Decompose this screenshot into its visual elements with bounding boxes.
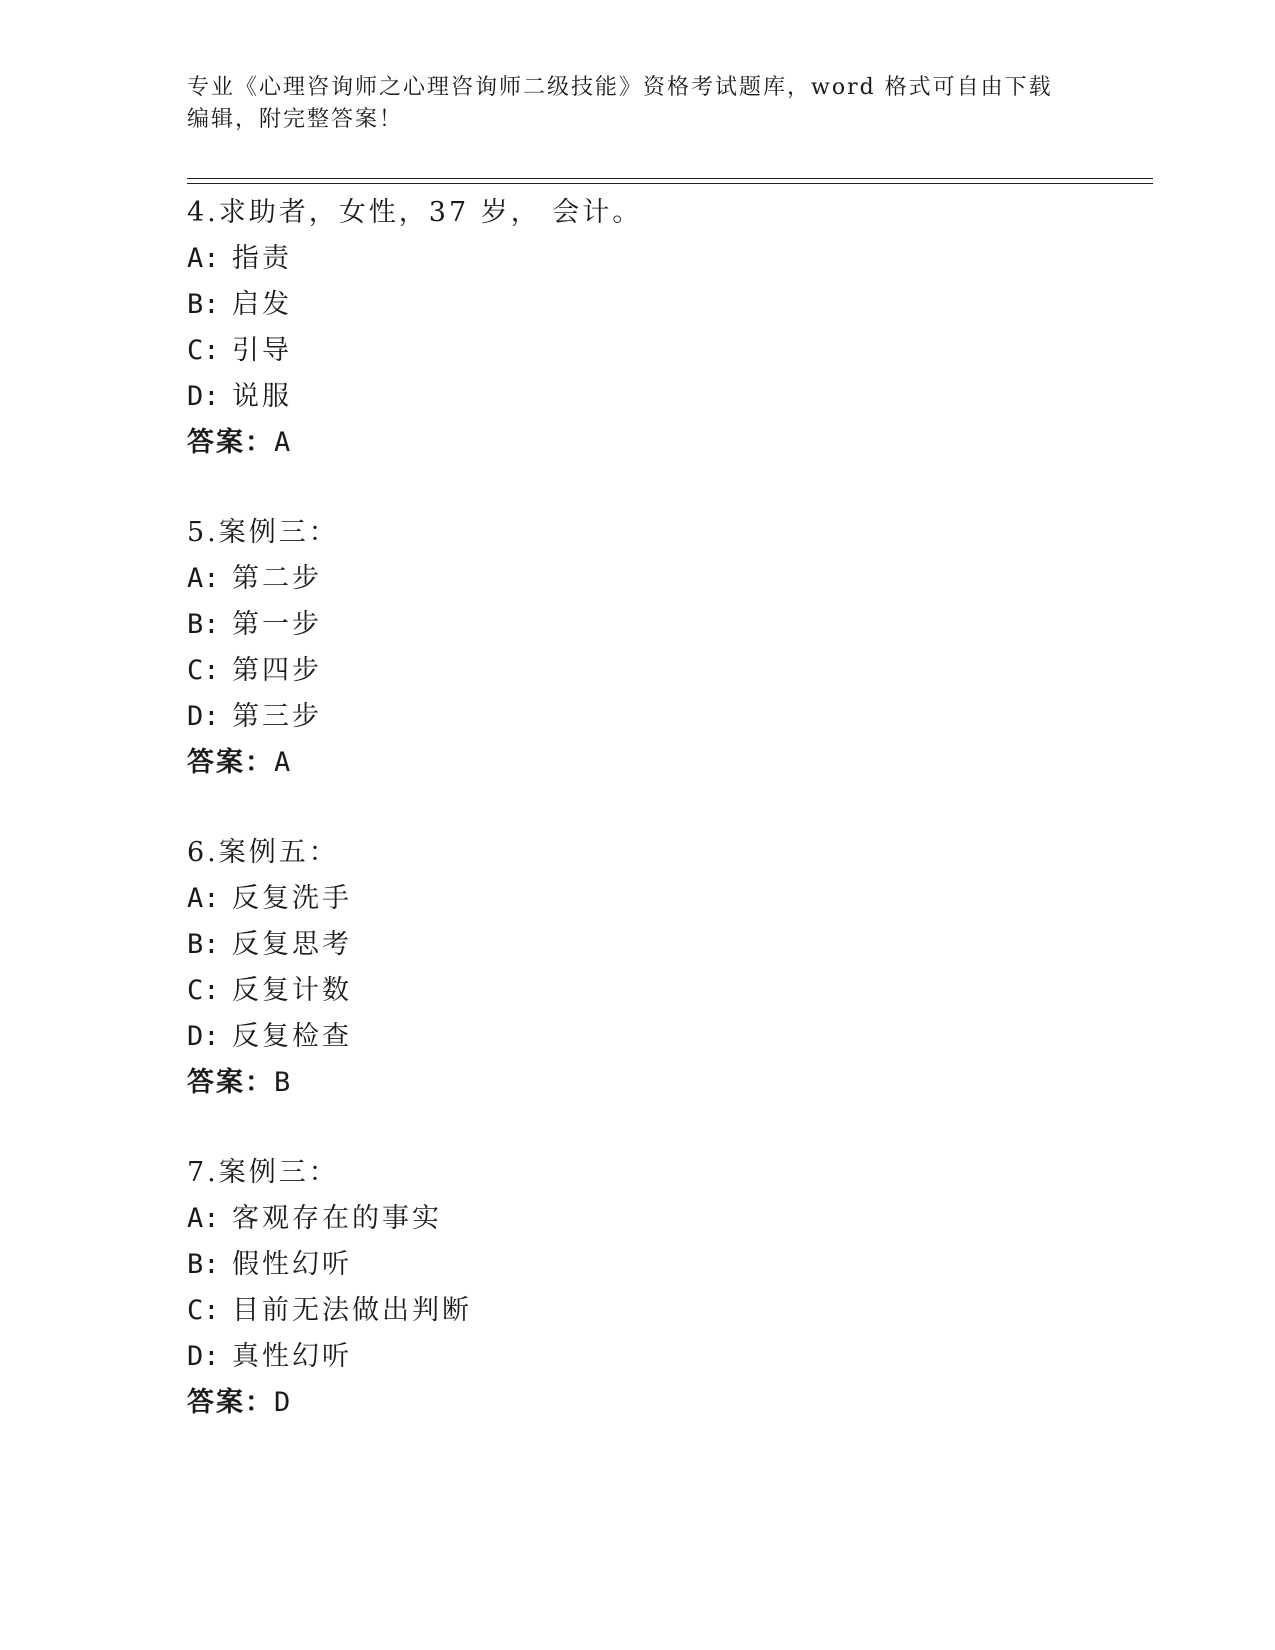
option-label: A: [187,563,220,594]
option-text: 反复洗手 [232,883,352,914]
option-text: 说服 [232,381,292,412]
option-text: 反复思考 [232,929,352,960]
option-label: B: [187,929,220,960]
option-a [187,1196,1147,1242]
answer-line [187,1060,1147,1106]
option-text: 第一步 [232,609,322,640]
answer-value: A [274,427,293,458]
question-stem: 7.案例三： [187,1157,339,1188]
option-label: A: [187,883,220,914]
option-c [187,328,1147,374]
option-a [187,876,1147,922]
option-text: 第二步 [232,563,322,594]
option-label: D: [187,1341,220,1372]
option-b [187,282,1147,328]
option-c [187,648,1147,694]
header-line-2: 编辑，附完整答案！ [187,107,404,132]
document-header [187,72,1087,136]
question-item [187,510,1147,786]
option-d [187,1014,1147,1060]
option-text: 真性幻听 [232,1341,352,1372]
option-label: C: [187,1295,220,1326]
option-text: 启发 [232,289,292,320]
option-label: D: [187,701,220,732]
answer-label: 答案： [187,427,274,458]
question-item [187,1150,1147,1426]
option-text: 第四步 [232,655,322,686]
answer-value: D [274,1387,293,1418]
option-c [187,968,1147,1014]
question-stem: 4.求助者，女性，37 岁， 会计。 [187,197,643,228]
option-label: C: [187,655,220,686]
option-text: 反复计数 [232,975,352,1006]
option-label: D: [187,1021,220,1052]
answer-label: 答案： [187,1067,274,1098]
option-label: D: [187,381,220,412]
option-text: 指责 [232,243,292,274]
option-label: B: [187,289,220,320]
answer-line [187,1380,1147,1426]
option-text: 引导 [232,335,292,366]
option-text: 第三步 [232,701,322,732]
answer-line [187,740,1147,786]
question-stem: 6.案例五： [187,837,339,868]
question-stem: 5.案例三： [187,517,339,548]
option-d [187,374,1147,420]
option-text: 目前无法做出判断 [232,1295,472,1326]
option-b [187,1242,1147,1288]
answer-label: 答案： [187,1387,274,1418]
question-item [187,190,1147,466]
header-line-1: 专业《心理咨询师之心理咨询师二级技能》资格考试题库，word 格式可自由下载 [187,75,1053,100]
option-a [187,236,1147,282]
option-label: C: [187,975,220,1006]
option-text: 客观存在的事实 [232,1203,442,1234]
option-text: 反复检查 [232,1021,352,1052]
option-b [187,602,1147,648]
option-text: 假性幻听 [232,1249,352,1280]
option-d [187,1334,1147,1380]
option-label: B: [187,1249,220,1280]
option-label: B: [187,609,220,640]
header-divider-top [187,178,1153,179]
answer-label: 答案： [187,747,274,778]
question-list [187,190,1147,1470]
option-c [187,1288,1147,1334]
option-b [187,922,1147,968]
answer-value: A [274,747,293,778]
option-label: A: [187,243,220,274]
option-a [187,556,1147,602]
header-divider-bottom [187,183,1153,184]
answer-value: B [274,1067,293,1098]
option-label: C: [187,335,220,366]
option-d [187,694,1147,740]
question-item [187,830,1147,1106]
option-label: A: [187,1203,220,1234]
answer-line [187,420,1147,466]
